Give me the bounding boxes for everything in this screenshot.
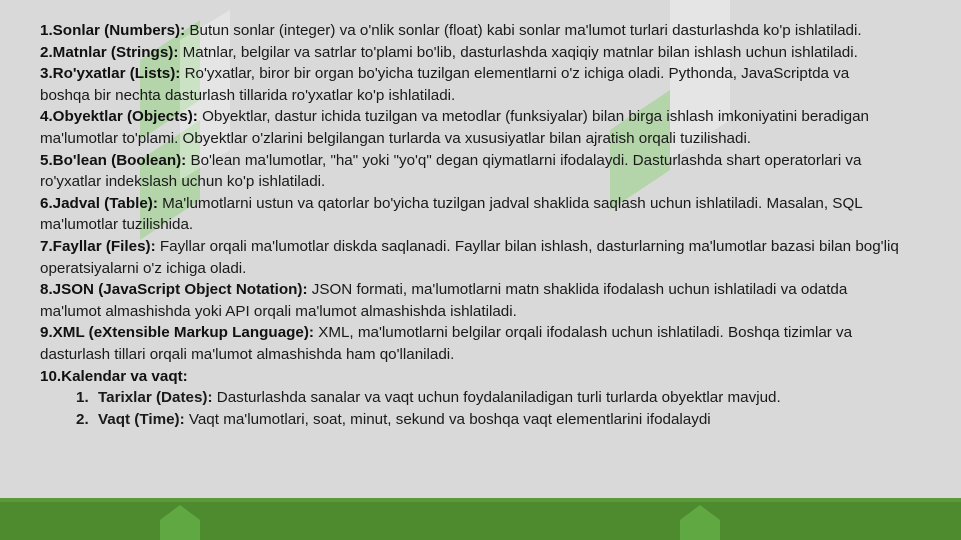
item-text: Matnlar, belgilar va satrlar to'plami bo'lib, dasturlashda xaqiqiy matnlar bilan ishlash uchun ishlatiladi. <box>178 43 858 61</box>
item-title: 6.Jadval (Table): <box>40 194 158 212</box>
item-title: 3.Ro'yxatlar (Lists): <box>40 65 181 83</box>
list-item <box>40 193 900 236</box>
item-title: 4.Obyektlar (Objects): <box>40 108 198 126</box>
list-item <box>40 150 900 193</box>
item-text: Ro'yxatlar, biror bir organ bo'yicha tuzilgan elementlarni o'z ichiga oladi. Pythonda, JavaScriptda va boshqa bir nechta dasturlash tillarida ro'yxatlar ko'p ishlatiladi. <box>40 65 850 104</box>
sub-list <box>40 387 900 430</box>
sub-item-title: Vaqt (Time): <box>98 410 185 428</box>
sub-item-number: 1. <box>76 389 89 407</box>
list-item <box>40 63 900 106</box>
sub-list-item <box>40 387 900 409</box>
item-title: 2.Matnlar (Strings): <box>40 43 179 61</box>
item-text: Butun sonlar (integer) va o'nlik sonlar (float) kabi sonlar ma'lumot turlari dasturlashda ko'p ishlatiladi. <box>185 22 862 39</box>
item-title: 5.Bo'lean (Boolean): <box>40 151 187 169</box>
item-title: 8.JSON (JavaScript Object Notation): <box>40 281 308 299</box>
item-title: 9.XML (eXtensible Markup Language): <box>40 324 314 342</box>
sub-list-item <box>40 409 900 431</box>
content-list <box>40 20 900 430</box>
item-text: Bo'lean ma'lumotlar, "ha" yoki "yo'q" degan qiymatlarni ifodalaydi. Dasturlashda shart operatorlari va ro'yxatlar indekslash uchun ko'p ishlatiladi. <box>40 151 862 191</box>
list-item <box>40 366 900 388</box>
list-item <box>40 279 900 322</box>
list-item <box>40 322 900 365</box>
list-item <box>40 20 900 42</box>
item-title: 10.Kalendar va vaqt: <box>40 367 188 385</box>
item-title: 7.Fayllar (Files): <box>40 237 156 255</box>
item-text: XML, ma'lumotlarni belgilar orqali ifodalash uchun ishlatiladi. Boshqa tizimlar va dasturlash tillari orqali ma'lumot almashishda ham qo'llaniladi. <box>40 324 853 363</box>
sub-item-number: 2. <box>76 410 89 428</box>
item-text: JSON formati, ma'lumotlarni matn shaklida ifodalash uchun ishlatiladi va odatda ma'lumot almashishda yoki API orqali ma'lumot almashishda ishlatiladi. <box>40 281 848 320</box>
item-text: Ma'lumotlarni ustun va qatorlar bo'yicha tuzilgan jadval shaklida saqlash uchun ishlatiladi. Masalan, SQL ma'lumotlar tuzilishida. <box>40 194 863 234</box>
list-item <box>40 106 900 149</box>
item-text: Fayllar orqali ma'lumotlar diskda saqlanadi. Fayllar bilan ishlash, dasturlarning ma'lumotlar bazasi bilan bog'liq operatsiyalarni o'z ichiga oladi. <box>40 237 899 277</box>
item-text: Obyektlar, dastur ichida tuzilgan va metodlar (funksiyalar) bilan birga ishlash imkoniyatini beradigan ma'lumotlar to'plami. Obyektlar o'zlarini belgilangan turlarda va xususiyatlar bilan ajratish orqali tuzilishadi. <box>40 108 869 147</box>
sub-item-title: Tarixlar (Dates): <box>98 389 213 407</box>
list-item <box>40 236 900 279</box>
item-title: 1.Sonlar (Numbers): <box>40 22 186 39</box>
sub-item-text: Vaqt ma'lumotlari, soat, minut, sekund va boshqa vaqt elementlarini ifodalaydi <box>184 410 711 428</box>
sub-item-text: Dasturlashda sanalar va vaqt uchun foydalaniladigan turli turlarda obyektlar mavjud. <box>212 389 781 407</box>
list-item <box>40 42 900 64</box>
